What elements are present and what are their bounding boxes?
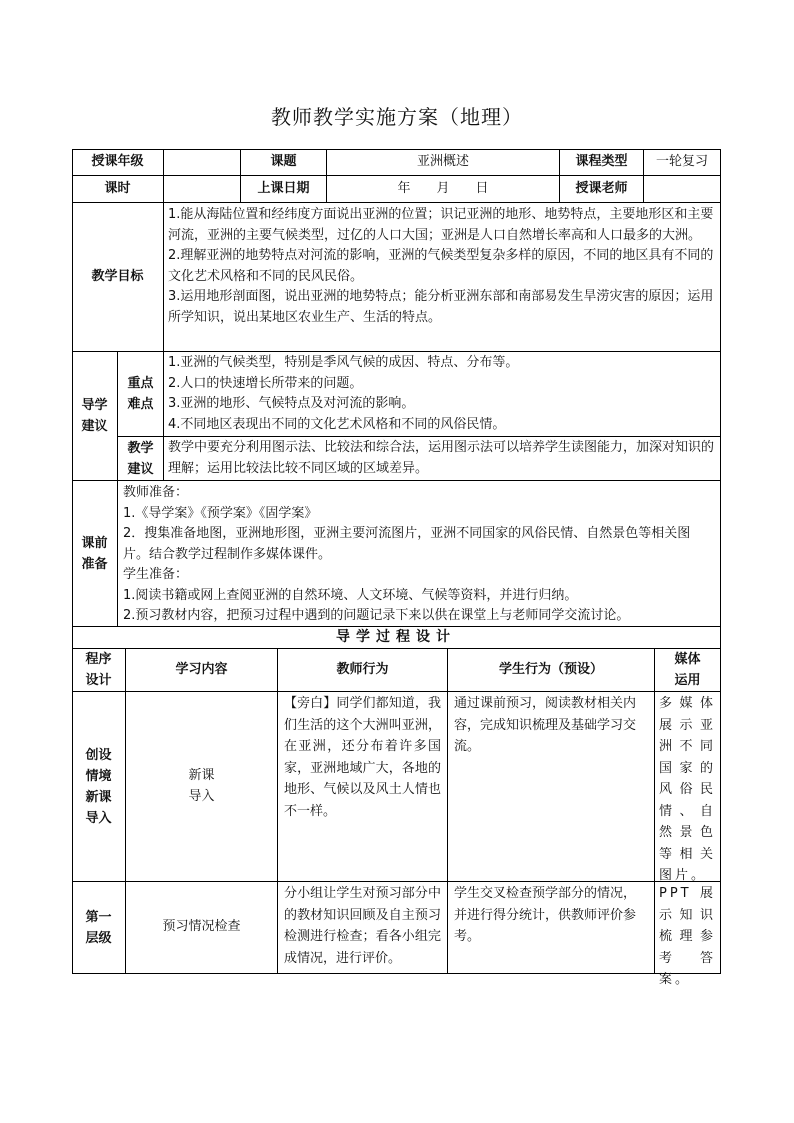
col-step — [72, 649, 126, 692]
row2-step-line2: 层级 — [85, 930, 112, 946]
col-media-line1: 媒体 — [674, 652, 701, 667]
date-label: 上课日期 — [241, 176, 327, 203]
col-step-line1: 程序 — [85, 652, 112, 667]
row1-content — [126, 692, 278, 882]
row2-step — [72, 882, 126, 974]
course-type-label: 课程类型 — [560, 149, 644, 176]
row1-step — [72, 692, 126, 882]
process-section-title: 导学过程设计 — [72, 627, 721, 649]
row2-student: 学生交叉检查预学部分的情况，并进行得分统计，供教师评价参考。 — [448, 882, 655, 974]
key-points-label — [118, 352, 164, 437]
key-points-label-line2: 难点 — [127, 397, 154, 412]
prep-text: 教师准备： 1.《导学案》《预学案》《固学案》 2．搜集准备地图，亚洲地形图，亚洲主要河流图片，亚洲不同国家的风俗民情、自然景色等相关图片。结合教学过程制作多媒体课件。 学生准备： 1.阅读书籍或网上查阅亚洲的自然环境、人文环境、气候等资料，并进行归纳。 2.预习教材内容，把预习过程中遇到的问题记录下来以供在课堂上与老师同学交流讨论。 — [118, 481, 721, 627]
method-text: 教学中要充分利用图示法、比较法和综合法，运用图示法可以培养学生读图能力，加深对知识的理解；运用比较法比较不同区域的区域差异。 — [164, 437, 721, 481]
row1-content-line2: 导入 — [188, 788, 215, 804]
row1-teacher: 【旁白】同学们都知道，我们生活的这个大洲叫亚洲，在亚洲，还分布着许多国家，亚洲地域广大，各地的地形、气候以及风土人情也不一样。 — [278, 692, 448, 882]
row1-content-line1: 新课 — [188, 768, 215, 783]
row2-content — [126, 882, 278, 974]
row2-media: PPT展示知识梳理参考答案。 — [655, 882, 721, 974]
lesson-plan-table — [72, 149, 721, 987]
guide-label-line2: 建议 — [81, 419, 108, 434]
grade-value[interactable] — [164, 149, 241, 176]
key-points-text: 1.亚洲的气候类型，特别是季风气候的成因、特点、分布等。 2.人口的快速增长所带来的问题。 3.亚洲的地形、气候特点及对河流的影响。 4.不同地区表现出不同的文化艺术风格和不同的风俗民情。 — [164, 352, 721, 437]
grade-label: 授课年级 — [72, 149, 164, 176]
col-media — [655, 649, 721, 692]
row2-teacher: 分小组让学生对预习部分中的教材知识回顾及自主预习检测进行检查；看各小组完成情况，进行评价。 — [278, 882, 448, 974]
key-points-label-line1: 重点 — [127, 376, 154, 391]
col-student: 学生行为（预设） — [448, 649, 655, 692]
teacher-label: 授课老师 — [560, 176, 644, 203]
row2-step-line1: 第一 — [85, 909, 112, 925]
prep-label — [72, 481, 118, 627]
row1-step-line1: 创设 — [85, 747, 112, 763]
goals-label: 教学目标 — [72, 203, 164, 352]
period-label: 课时 — [72, 176, 164, 203]
row1-step-line4: 导入 — [85, 810, 112, 826]
page-title: 教师教学实施方案（地理） — [271, 105, 523, 129]
row1-media: 多媒体展示亚洲不同国家的风俗民情、自然景色等相关图片。 — [655, 692, 721, 882]
row1-student: 通过课前预习，阅读教材相关内容，完成知识梳理及基础学习交流。 — [448, 692, 655, 882]
topic-label: 课题 — [241, 149, 327, 176]
guide-label-line1: 导学 — [81, 398, 108, 413]
date-value[interactable]: 年 月 日 — [327, 176, 560, 203]
row1-step-line3: 新课 — [85, 789, 112, 805]
teacher-value[interactable] — [644, 176, 721, 203]
prep-label-line2: 准备 — [81, 556, 108, 572]
col-media-line2: 运用 — [674, 673, 701, 688]
row2-content-line1: 预习情况检查 — [162, 919, 241, 935]
goals-text: 1.能从海陆位置和经纬度方面说出亚洲的位置；识记亚洲的地形、地势特点，主要地形区和主要河流，亚洲的主要气候类型，过亿的人口大国；亚洲是人口自然增长率高和人口最多的大洲。 2.理解亚洲的地势特点对河流的影响，亚洲的气候类型复杂多样的原因，不同的地区具有不同的文化艺术风格和不同的民风民俗。 3.运用地形剖面图，说出亚洲的地势特点；能分析亚洲东部和南部易发生旱涝灾害的原因；运用所学知识，说出某地区农业生产、生活的特点。 — [164, 203, 721, 352]
col-step-line2: 设计 — [85, 673, 112, 688]
period-value[interactable] — [164, 176, 241, 203]
col-content: 学习内容 — [126, 649, 278, 692]
method-label-line1: 教学 — [127, 440, 154, 456]
col-teacher: 教师行为 — [278, 649, 448, 692]
row1-step-line2: 情境 — [85, 768, 112, 784]
method-label-line2: 建议 — [127, 461, 154, 477]
prep-label-line1: 课前 — [81, 535, 108, 551]
guide-label — [72, 352, 118, 481]
course-type-value[interactable]: 一轮复习 — [644, 149, 721, 176]
method-label — [118, 437, 164, 481]
topic-value[interactable]: 亚洲概述 — [327, 149, 560, 176]
